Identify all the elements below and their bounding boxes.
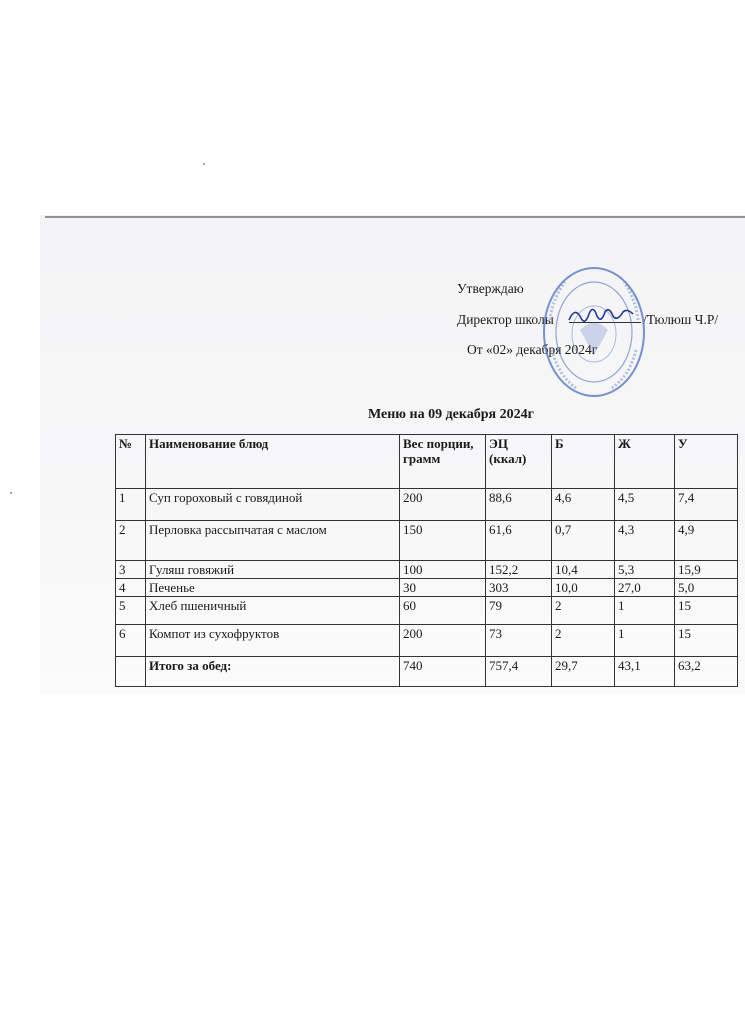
- table-row: [116, 489, 738, 521]
- cell-weight: 30: [400, 579, 486, 597]
- total-carb: 63,2: [675, 657, 738, 687]
- total-energy: 757,4: [486, 657, 552, 687]
- header-carb: У: [675, 435, 738, 489]
- cell-protein: 4,6: [552, 489, 615, 521]
- table-row: [116, 561, 738, 579]
- cell-num: 4: [116, 579, 146, 597]
- cell-energy: 79: [486, 597, 552, 625]
- table-row: [116, 579, 738, 597]
- table-row: [116, 521, 738, 561]
- cell-protein: 2: [552, 625, 615, 657]
- cell-name: Печенье: [146, 579, 400, 597]
- cell-num: 5: [116, 597, 146, 625]
- header-weight: Вес порции, грамм: [400, 435, 486, 489]
- menu-table: [115, 434, 738, 687]
- school-stamp: [540, 260, 648, 400]
- cell-energy: 88,6: [486, 489, 552, 521]
- cell-num: 3: [116, 561, 146, 579]
- header-fat: Ж: [615, 435, 675, 489]
- cell-carb: 4,9: [675, 521, 738, 561]
- cell-fat: 5,3: [615, 561, 675, 579]
- cell-carb: 15,9: [675, 561, 738, 579]
- cell-num: 6: [116, 625, 146, 657]
- header-num: №: [116, 435, 146, 489]
- cell-weight: 100: [400, 561, 486, 579]
- cell-weight: 60: [400, 597, 486, 625]
- cell-name: Суп гороховый с говядиной: [146, 489, 400, 521]
- cell-num: 2: [116, 521, 146, 561]
- cell-energy: 61,6: [486, 521, 552, 561]
- total-protein: 29,7: [552, 657, 615, 687]
- scan-edge-line: [45, 216, 745, 218]
- cell-protein: 2: [552, 597, 615, 625]
- cell-num: 1: [116, 489, 146, 521]
- cell-carb: 15: [675, 597, 738, 625]
- table-row: [116, 597, 738, 625]
- cell-energy: 73: [486, 625, 552, 657]
- cell-weight: 200: [400, 625, 486, 657]
- cell-name: Гуляш говяжий: [146, 561, 400, 579]
- cell-num-empty: [116, 657, 146, 687]
- cell-fat: 1: [615, 625, 675, 657]
- cell-weight: 200: [400, 489, 486, 521]
- cell-name: Хлеб пшеничный: [146, 597, 400, 625]
- cell-energy: 152,2: [486, 561, 552, 579]
- cell-fat: 4,3: [615, 521, 675, 561]
- cell-fat: 1: [615, 597, 675, 625]
- cell-protein: 10,0: [552, 579, 615, 597]
- cell-energy: 303: [486, 579, 552, 597]
- director-name: /Тюлюш Ч.Р/: [643, 312, 719, 327]
- header-protein: Б: [552, 435, 615, 489]
- cell-carb: 5,0: [675, 579, 738, 597]
- total-weight: 740: [400, 657, 486, 687]
- approval-date: От «02» декабря 2024г: [467, 342, 598, 357]
- table-total-row: [116, 657, 738, 687]
- approve-label: Утверждаю: [457, 281, 524, 296]
- cell-carb: 7,4: [675, 489, 738, 521]
- cell-protein: 0,7: [552, 521, 615, 561]
- total-fat: 43,1: [615, 657, 675, 687]
- table-row: [116, 625, 738, 657]
- header-name: Наименование блюд: [146, 435, 400, 489]
- cell-weight: 150: [400, 521, 486, 561]
- cell-fat: 27,0: [615, 579, 675, 597]
- scan-speck: [203, 163, 205, 165]
- table-header-row: [116, 435, 738, 489]
- cell-carb: 15: [675, 625, 738, 657]
- total-label: Итого за обед:: [146, 657, 400, 687]
- scan-speck: [10, 492, 12, 494]
- director-signature: [565, 300, 637, 328]
- menu-title: Меню на 09 декабря 2024г: [368, 407, 534, 422]
- cell-protein: 10,4: [552, 561, 615, 579]
- director-line: Директор школы: [457, 312, 554, 327]
- cell-fat: 4,5: [615, 489, 675, 521]
- header-energy: ЭЦ (ккал): [486, 435, 552, 489]
- cell-name: Компот из сухофруктов: [146, 625, 400, 657]
- cell-name: Перловка рассыпчатая с маслом: [146, 521, 400, 561]
